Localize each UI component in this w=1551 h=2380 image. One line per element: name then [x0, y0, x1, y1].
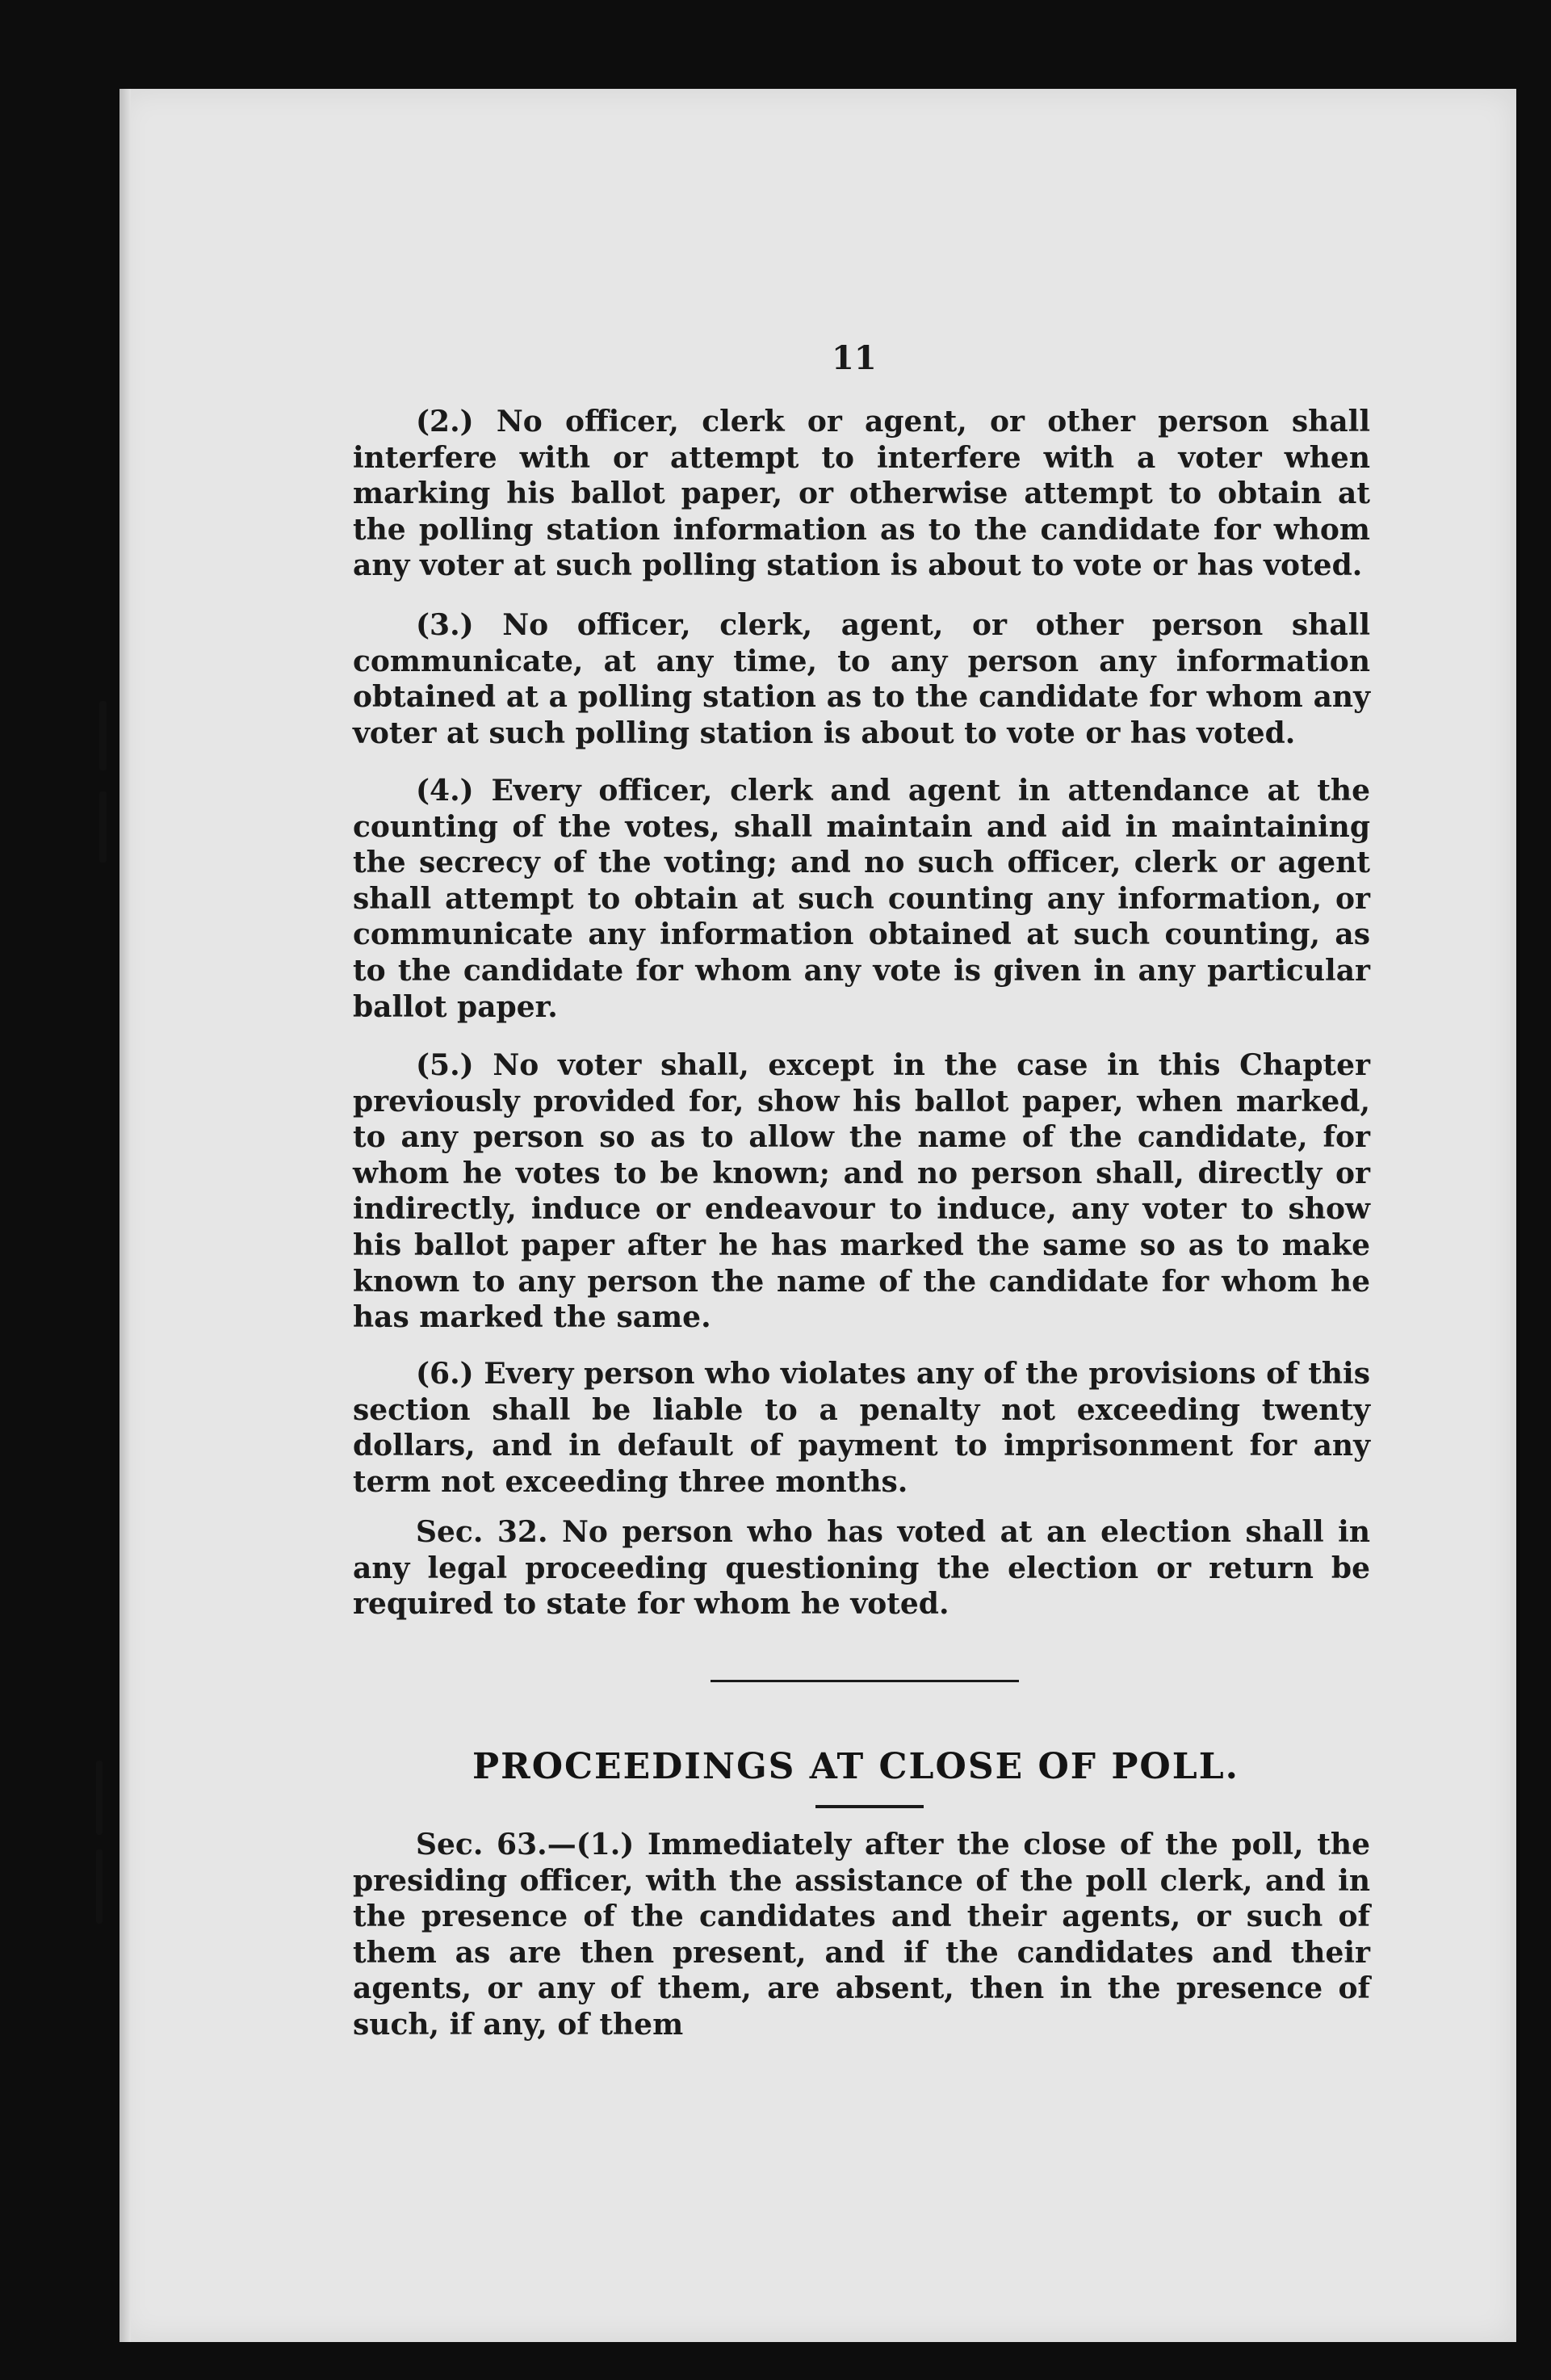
paragraph-subsection-2: (2.) No officer, clerk or agent, or other person shall interfere with or attempt to interfere with a voter when marking his ballot paper, or otherwise attempt to obtain at the polling station information as to the candidate for whom any voter at such polling station is about to vote or has voted.: [353, 405, 1370, 583]
binding-mark-1: [99, 701, 107, 770]
paragraph-subsection-5: (5.) No voter shall, except in the case in this Chapter previously provided for, show his ballot paper, when marked, to any person so as to allow the name of the candidate, for whom he votes to be known; and no person shall, directly or indirectly, induce or endeavour to induce, any voter to show his ballot paper after he has marked the same so as to make known to any person the name of the candidate for whom he has marked the same.: [353, 1048, 1370, 1335]
heading-underline-rule: [815, 1805, 924, 1808]
binding-mark-3: [96, 1761, 103, 1835]
binding-mark-2: [99, 791, 107, 863]
page-number: 11: [832, 339, 877, 377]
paragraph-subsection-3: (3.) No officer, clerk, agent, or other person shall communicate, at any time, to any person any information obtained at a polling station as to the candidate for whom any voter at such polling station is about to vote or has voted.: [353, 608, 1370, 750]
page-spine-edge: [119, 89, 131, 2342]
paragraph-subsection-6: (6.) Every person who violates any of the provisions of this section shall be liable to a penalty not exceeding twenty dollars, and in default of payment to imprisonment for any term not exceeding three months.: [353, 1357, 1370, 1499]
binding-mark-4: [96, 1849, 103, 1924]
paragraph-subsection-4: (4.) Every officer, clerk and agent in attendance at the counting of the votes, shall maintain and aid in maintaining the secrecy of the voting; and no such officer, clerk or agent shall attempt to obtain at such counting any information, or communicate any information obtained at such counting, as to the candidate for whom any vote is given in any particular ballot paper.: [353, 774, 1370, 1024]
paragraph-section-32: Sec. 32. No person who has voted at an election shall in any legal proceeding questioning the election or return be required to state for whom he voted.: [353, 1515, 1370, 1622]
section-divider-rule: [711, 1680, 1019, 1682]
section-heading: PROCEEDINGS AT CLOSE OF POLL.: [472, 1746, 1239, 1787]
paragraph-section-63: Sec. 63.—(1.) Immediately after the close of the poll, the presiding officer, with the assistance of the poll clerk, and in the presence of the candidates and their agents, or such of them as are then present, and if the candidates and their agents, or any of them, are absent, then in the presence of such, if any, of them: [353, 1828, 1370, 2042]
